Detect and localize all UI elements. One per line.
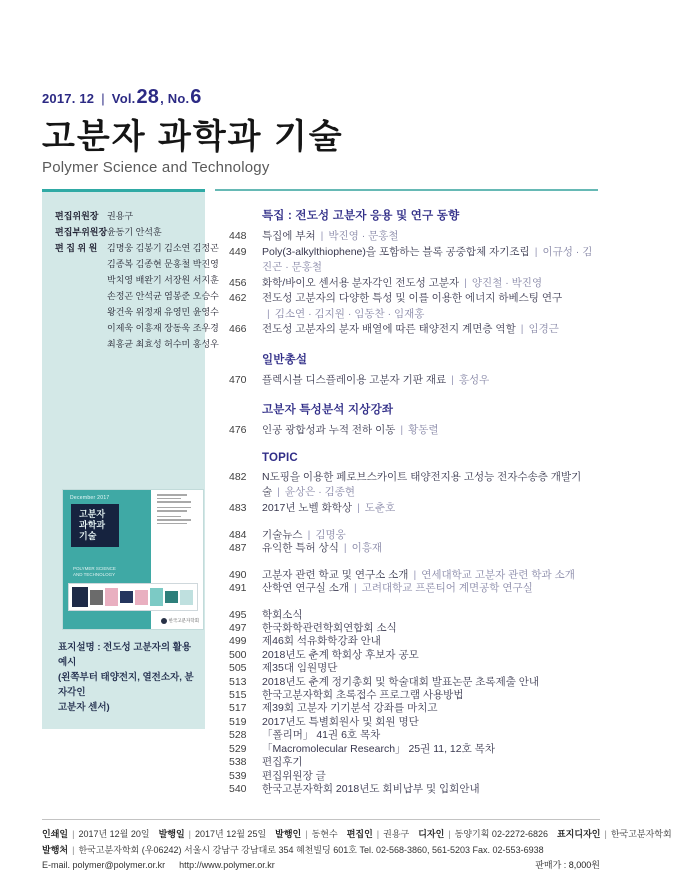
main-columns — [42, 189, 598, 809]
masthead — [42, 86, 598, 176]
cover-photo-block — [90, 590, 103, 605]
footer-field — [42, 829, 150, 839]
article-title: 편집후기 — [262, 756, 303, 769]
footer-field-separator: | — [604, 829, 607, 840]
volume-label: Vol. — [111, 91, 136, 106]
article-title: 2017년 노벨 화학상 — [262, 501, 353, 514]
title-author-separator: | — [534, 245, 538, 258]
title-author-separator: | — [400, 424, 404, 436]
toc-item — [229, 635, 598, 648]
editorial-sidebar — [42, 189, 219, 729]
article-title: 인공 광합성과 누적 전하 이동 — [262, 424, 396, 436]
cover-caption-line: 표지설명 : 전도성 고분자의 활용 예시 — [58, 642, 192, 668]
cover-photo-block — [135, 590, 148, 605]
toc-item — [229, 529, 598, 542]
journal-title-english: Polymer Science and Technology — [42, 159, 270, 176]
page-number: 483 — [229, 501, 247, 514]
cover-text-lines — [157, 516, 197, 525]
article-title: 고분자 관련 학교 및 연구소 소개 — [262, 568, 409, 581]
item-text — [262, 729, 380, 742]
page-number: 449 — [229, 245, 247, 258]
page-number: 482 — [229, 470, 247, 483]
cover-title-box — [71, 504, 119, 547]
editorial-names — [107, 240, 219, 352]
footer-field-separator: | — [448, 829, 451, 840]
item-text — [262, 649, 419, 662]
section-heading: TOPIC — [262, 451, 298, 464]
issue-date: 2017. 12 — [42, 91, 95, 106]
cover-subtitle: POLYMER SCIENCE AND TECHNOLOGY — [73, 566, 116, 577]
page-number: 476 — [229, 424, 247, 436]
section-heading: 일반총설 — [262, 353, 308, 366]
logo-icon — [161, 618, 167, 624]
page-number: 515 — [229, 689, 247, 702]
editorial-row — [55, 208, 197, 224]
item-text — [262, 770, 326, 783]
page-number: 495 — [229, 608, 247, 621]
section-heading: 특집 : 전도성 고분자 응용 및 연구 동향 — [262, 210, 460, 222]
toc-item — [229, 569, 598, 582]
editorial-names-line: 윤동기 안석훈 — [107, 227, 162, 237]
item-text — [262, 542, 382, 555]
article-title: 「Macromolecular Research」 25권 11, 12호 목차 — [262, 742, 495, 755]
toc-section — [229, 401, 598, 439]
editorial-names-line: 김명웅 김봉기 김소연 김정곤 — [107, 243, 219, 253]
footer-field-separator: | — [72, 829, 75, 840]
journal-title-korean: 고분자 과학과 기술 — [42, 118, 344, 156]
title-author-separator: | — [520, 323, 524, 335]
cover-photo-block — [165, 591, 178, 603]
article-title: 화학/바이오 센서용 분자각인 전도성 고분자 — [262, 276, 460, 289]
page-number: 487 — [229, 542, 247, 555]
item-text — [262, 662, 337, 675]
toc-item — [229, 783, 598, 796]
toc-section — [229, 207, 598, 338]
cover-title-line: 기술 — [79, 531, 97, 541]
cover-caption-line: (왼쪽부터 태양전지, 열전소자, 분자각인 — [58, 672, 194, 698]
footer-field-separator: | — [305, 829, 308, 840]
toc-item — [229, 245, 598, 276]
page-number: 539 — [229, 769, 247, 782]
website-text: http://www.polymer.or.kr — [179, 860, 275, 871]
article-authors: 고려대학교 프론티어 계면공학 연구실 — [361, 582, 533, 595]
page-number: 528 — [229, 729, 247, 742]
footer-field-label: 표지디자인 — [556, 829, 601, 840]
cover-caption — [58, 640, 197, 715]
imprint-line-2 — [42, 843, 600, 859]
toc-item — [229, 622, 598, 635]
item-text — [262, 702, 438, 715]
footer-field-value: 2017년 12월 25일 — [195, 829, 267, 840]
item-text — [262, 569, 575, 582]
cover-image-strip — [68, 583, 198, 611]
volume-number: 28 — [136, 86, 160, 108]
page-number: 513 — [229, 675, 247, 688]
imprint-footer — [42, 819, 672, 874]
toc-item — [229, 609, 598, 622]
article-title: 한국고분자학회 초록접수 프로그램 사용방법 — [262, 689, 464, 702]
footer-field-label: 발행인 — [275, 829, 302, 840]
footer-field — [42, 845, 544, 855]
article-authors: 박진영 · 문홍철 — [328, 230, 399, 242]
footer-field-value: 동양기획 02-2272-6826 — [454, 829, 548, 840]
footer-field-separator: | — [376, 829, 380, 840]
item-text — [262, 743, 495, 756]
editorial-names — [107, 208, 133, 224]
item-text — [262, 622, 397, 635]
imprint-line-3 — [42, 858, 600, 874]
toc-item — [229, 373, 598, 389]
item-text — [262, 470, 598, 501]
number-label: , No. — [160, 91, 190, 106]
cover-month-text: December 2017 — [70, 495, 110, 501]
contact-info — [42, 858, 289, 874]
page-number: 540 — [229, 782, 247, 795]
article-authors: 윤상은 · 김종현 — [284, 486, 356, 498]
cover-photo-block — [72, 587, 88, 607]
section-heading: 고분자 특성분석 지상강좌 — [262, 404, 394, 416]
article-title: 플렉시블 디스플레이용 고분자 기판 재료 — [262, 373, 447, 386]
page-number: 538 — [229, 756, 247, 769]
article-authors: 도춘호 — [364, 501, 396, 514]
article-title: 2018년도 춘계 정기총회 및 학술대회 발표논문 초록제출 안내 — [262, 675, 540, 688]
article-title: 전도성 고분자의 분자 배열에 따른 태양전지 계면층 역할 — [262, 323, 516, 335]
item-text — [262, 529, 346, 542]
cover-thumbnail — [63, 490, 203, 629]
item-text — [262, 291, 562, 322]
article-authors: 양진철 · 박진영 — [471, 276, 543, 289]
toc-item — [229, 743, 598, 756]
toc-item — [229, 501, 598, 517]
society-logo — [161, 618, 199, 624]
page-number: 448 — [229, 230, 247, 242]
article-authors: 이흥재 — [351, 542, 383, 555]
cover-text-lines — [157, 494, 197, 503]
society-name: 한국고분자학회 — [168, 618, 199, 623]
toc-item — [229, 542, 598, 555]
footer-field-value: 2017년 12월 20일 — [78, 829, 150, 840]
item-text — [262, 582, 533, 595]
toc-item — [229, 756, 598, 769]
article-title: 유익한 특허 상식 — [262, 542, 339, 555]
article-authors: 김명웅 — [315, 529, 346, 541]
article-title: 제39회 고분자 기기분석 강좌를 마치고 — [262, 702, 438, 715]
cover-title-line: 고분자 — [79, 509, 106, 519]
cover-photo-block — [105, 588, 118, 606]
item-text — [262, 229, 399, 245]
title-author-separator: | — [307, 529, 311, 541]
footer-field-label: 디자인 — [418, 829, 445, 840]
article-title: 산학연 연구실 소개 — [262, 582, 349, 595]
article-authors: 홍성우 — [458, 373, 490, 386]
footer-field-value: 동현수 — [311, 829, 338, 840]
page-number: 484 — [229, 529, 247, 541]
editorial-role: 편집위원장 — [55, 211, 99, 221]
toc-section — [229, 452, 598, 517]
editorial-row — [55, 240, 219, 352]
footer-field-label: 인쇄일 — [42, 829, 69, 840]
page-number: 490 — [229, 568, 247, 581]
page-number: 491 — [229, 582, 247, 595]
toc-item — [229, 423, 598, 439]
toc-section — [229, 529, 598, 556]
footer-field-label: 편집인 — [346, 829, 373, 840]
article-authors: 황동렬 — [408, 424, 439, 436]
footer-field-value: 한국고분자학회 (우06242) 서울시 강남구 강남대로 354 혜천빌딩 601호 Tel. 02-568-3860, 561-5203 Fax. 02-553-6938 — [78, 844, 544, 855]
item-text — [262, 501, 395, 517]
article-authors: 이규성 · 김진곤 · 문홍철 — [262, 245, 593, 273]
editorial-names-line: 박치영 배완기 서장원 서지훈 — [107, 275, 219, 285]
article-title: N도핑을 이용한 페로브스카이트 태양전지용 고성능 전자수송층 개발기술 — [262, 470, 582, 498]
article-authors: 임경근 — [528, 323, 559, 335]
editorial-role: 편집부위원장 — [55, 227, 108, 237]
cover-photo-block — [180, 590, 193, 605]
page-number: 505 — [229, 662, 247, 675]
title-author-separator: | — [320, 230, 324, 242]
cover-photo-block — [120, 591, 133, 603]
page-number: 519 — [229, 715, 247, 728]
editorial-names-line: 이제욱 이흥재 장동욱 조우경 — [107, 323, 219, 333]
footer-field-label: 발행처 — [42, 844, 69, 855]
editorial-row — [55, 224, 197, 240]
toc-section — [229, 569, 598, 596]
editorial-names-line: 손정곤 안석균 염봉준 오승수 — [107, 291, 219, 301]
issue-line — [42, 86, 598, 109]
toc-item — [229, 229, 598, 245]
editorial-board — [55, 208, 219, 352]
item-text — [262, 245, 598, 276]
toc-item — [229, 291, 598, 322]
page-number: 470 — [229, 373, 247, 386]
editorial-names-line: 최홍균 최효성 허수미 홍성우 — [107, 339, 219, 349]
toc-item — [229, 470, 598, 501]
article-title: 제46회 석유화학강좌 안내 — [262, 635, 381, 648]
editorial-names — [107, 224, 162, 240]
footer-field — [275, 829, 338, 839]
editorial-names-line: 권용구 — [107, 211, 134, 221]
article-title: 학회소식 — [262, 608, 303, 621]
article-title: 2017년도 특별회원사 및 회원 명단 — [262, 715, 419, 728]
footer-field-value: 권용구 — [383, 829, 410, 840]
email-text: E-mail. polymer@polymer.or.kr — [42, 860, 166, 871]
cover-caption-line: 고분자 센서) — [58, 702, 110, 713]
article-title: 「폴리머」 41권 6호 목차 — [262, 729, 381, 742]
item-text — [262, 756, 303, 769]
article-title: 2018년도 춘계 학회상 후보자 공모 — [262, 648, 419, 661]
article-title: 기술뉴스 — [262, 529, 303, 541]
page-number: 456 — [229, 276, 247, 289]
item-text — [262, 322, 559, 338]
page-number: 517 — [229, 702, 247, 715]
issue-number: 6 — [190, 86, 202, 108]
footer-field-value: 한국고분자학회 — [610, 829, 672, 840]
item-text — [262, 423, 439, 439]
toc-item — [229, 770, 598, 783]
item-text — [262, 689, 463, 702]
editorial-names-line: 김종복 김종현 문홍철 박진영 — [107, 259, 219, 269]
issue-separator: | — [101, 91, 105, 106]
toc-item — [229, 649, 598, 662]
toc-section — [229, 351, 598, 389]
table-of-contents — [215, 189, 598, 809]
title-author-separator: | — [357, 501, 360, 514]
page-number: 500 — [229, 648, 247, 661]
item-text — [262, 783, 480, 796]
toc-item — [229, 702, 598, 715]
page-number: 466 — [229, 323, 247, 335]
page-number: 499 — [229, 635, 247, 648]
article-title: 제35대 임원명단 — [262, 662, 338, 675]
toc-item — [229, 662, 598, 675]
editorial-names-line: 왕건욱 위정재 유영민 윤영수 — [107, 307, 219, 317]
title-author-separator: | — [451, 373, 454, 386]
toc-item — [229, 729, 598, 742]
title-author-separator: | — [353, 582, 357, 595]
item-text — [262, 276, 542, 292]
editorial-role: 편 집 위 원 — [55, 243, 98, 253]
imprint-line-1 — [42, 827, 672, 843]
toc-item — [229, 716, 598, 729]
page-number: 497 — [229, 622, 247, 635]
title-author-separator: | — [277, 486, 280, 498]
article-title: 특집에 부쳐 — [262, 230, 316, 242]
item-text — [262, 716, 419, 729]
title-author-separator: | — [413, 568, 417, 581]
toc-item — [229, 322, 598, 338]
authors-second-line — [262, 307, 562, 323]
footer-field-label: 발행일 — [158, 829, 185, 840]
cover-title-line: 과학과 — [79, 520, 106, 530]
page-number: 462 — [229, 292, 247, 304]
page-number: 529 — [229, 742, 247, 755]
title-author-separator: | — [343, 542, 347, 555]
article-title: 전도성 고분자의 다양한 특성 및 이를 이용한 에너지 하베스팅 연구 — [262, 292, 563, 304]
footer-field-separator: | — [188, 829, 192, 840]
toc-item — [229, 582, 598, 595]
article-authors: 연세대학교 고분자 관련 학과 소개 — [421, 568, 575, 581]
article-authors: 김소연 · 김지원 · 임동찬 · 임재홍 — [274, 307, 425, 320]
article-title: 편집위원장 글 — [262, 769, 326, 782]
footer-field — [418, 829, 548, 839]
footer-field — [347, 829, 410, 839]
toc-sections — [229, 207, 598, 796]
title-author-separator: | — [464, 276, 467, 289]
article-title: 한국화학관련학회연합회 소식 — [262, 622, 397, 635]
toc-item — [229, 276, 598, 292]
item-text — [262, 676, 539, 689]
toc-item — [229, 689, 598, 702]
cover-photo-block — [150, 588, 163, 606]
article-title: 한국고분자학회 2018년도 회비납부 및 입회안내 — [262, 782, 480, 795]
item-text — [262, 635, 381, 648]
footer-field-separator: | — [72, 844, 75, 855]
title-author-separator: | — [267, 307, 270, 320]
footer-field — [557, 829, 672, 839]
toc-section — [229, 609, 598, 797]
footer-field — [159, 829, 267, 839]
item-text — [262, 373, 489, 389]
item-text — [262, 609, 303, 622]
article-title: Poly(3-alkylthiophene)을 포함하는 블록 공중합체 자기조립 — [262, 245, 530, 258]
toc-item — [229, 676, 598, 689]
price-text: 판매가 : 8,000원 — [535, 860, 600, 871]
cover-text-lines — [157, 507, 197, 512]
